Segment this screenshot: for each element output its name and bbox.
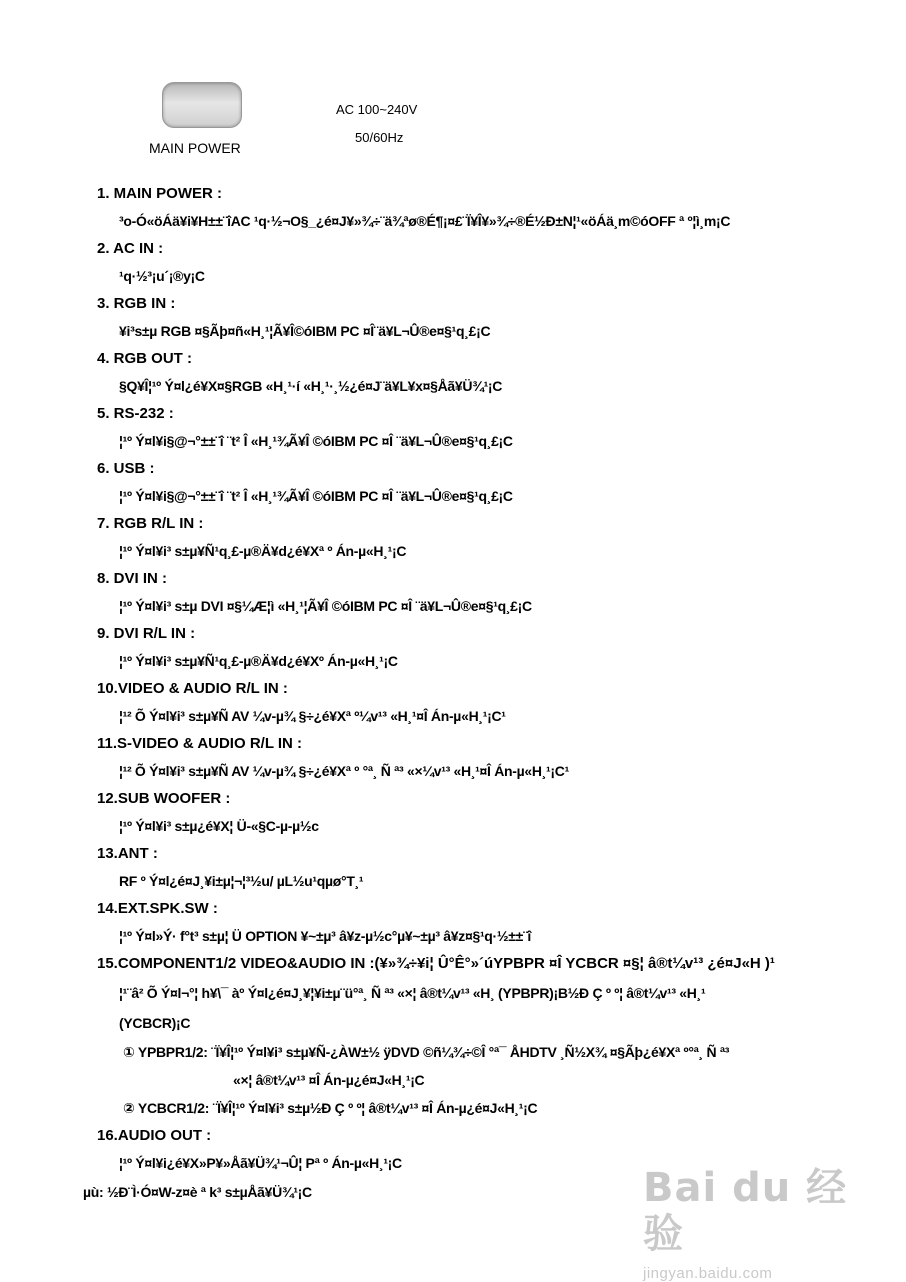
section-heading: 6. USB : <box>97 460 155 477</box>
section-heading: 12.SUB WOOFER : <box>97 790 231 807</box>
section-text: ¦¹º Ý¤l¥i³ s±µ¥Ñ¹q¸£-µ®Ä¥d¿é¥Xº Án-µ«H¸¹¡C <box>119 653 398 669</box>
section-text: ¦¹º Ý¤l¥i³ s±µ¥Ñ¹q¸£-µ®Ä¥d¿é¥Xª º Án-µ«H¸¹¡C <box>119 543 407 559</box>
section-text: ¦¹º Ý¤l¥i¿é¥X»P¥»Åã¥Ü¾¹¬Û¦ Pª º Án-µ«H¸¹¡C <box>119 1155 402 1171</box>
section-heading: 10.VIDEO & AUDIO R/L IN : <box>97 680 288 697</box>
section-heading: 3. RGB IN : <box>97 295 176 312</box>
sub-item-label: YCBCR1/2: <box>137 1100 210 1116</box>
sub-item-ycbcr <box>97 1094 857 1122</box>
section-text: ¦¹º Ý¤l¥i³ s±µ DVI ¤§¼Æ¦ì «H¸¹¦Ã¥Î ©óIBM PC ¤Î ¨ä¥L¬Û®e¤§¹q¸£¡C <box>119 598 532 614</box>
sub-item-text: ¨Ï¥Î¦¹º Ý¤l¥i³ s±µ¥Ñ-¿ÀW±½ ÿDVD ©ñ¼¾÷©Î °ª¯ ÅHDTV ¸Ñ½X¾ ¤§Ãþ¿é¥Xª º°ª¸ Ñ ª³ <box>211 1044 730 1060</box>
section-heading: 7. RGB R/L IN : <box>97 515 204 532</box>
sub-item-text: ¨Ï¥Î¦¹º Ý¤l¥i³ s±µ½Ð Ç º º¦ â®t¼v¹³ ¤Î Án-µ¿é¤J«H¸¹¡C <box>212 1100 538 1116</box>
section-heading: 8. DVI IN : <box>97 570 168 587</box>
section-heading: 2. AC IN : <box>97 240 164 257</box>
section-heading: 15.COMPONENT1/2 VIDEO&AUDIO IN :(¥»¾÷¥i¦ Û°Ê°»´úYPBPR ¤Î YCBCR ¤§¦ â®t¼v¹³ ¿é¤J«H )¹ <box>97 955 775 972</box>
section-text: RF º Ý¤l¿é¤J¸¥i±µ¦¬¦³½u/ µL½u¹qµø°T¸¹ <box>119 873 364 889</box>
section-heading: 16.AUDIO OUT : <box>97 1127 212 1144</box>
section-text: ¦¹º Ý¤l¥i§@¬°±±¨î ¨t² Î «H¸¹¾Ã¥Î ©óIBM PC ¤Î ¨ä¥L¬Û®e¤§¹q¸£¡C <box>119 433 513 449</box>
section-text: ³o-Ó«öÁä¥i¥H±±¨îAC ¹q·½¬O§_¿é¤J¥»¾÷¨ä¾ªø®É¶¡¤£¨Ï¥Î¥»¾÷®É½Ð±N¦¹«öÁä¸m©óOFF ª º¦ì¸m¡C <box>119 213 731 229</box>
main-power-switch-image <box>162 82 242 128</box>
section-text: (YCBCR)¡C <box>119 1015 191 1031</box>
section-text: ¹q·½³¡u´¡®y¡C <box>119 268 205 284</box>
sub-item-text: «×¦ â®t¼v¹³ ¤Î Án-µ¿é¤J«H¸¹¡C <box>233 1072 425 1088</box>
section-heading: 5. RS-232 : <box>97 405 174 422</box>
section-text: ¦¹² Õ Ý¤l¥i³ s±µ¥Ñ AV ¼v-µ¾ §÷¿é¥Xª º¼v¹³ «H¸¹¤Î Án-µ«H¸¹¡C¹ <box>119 708 506 724</box>
section-heading: 13.ANT : <box>97 845 158 862</box>
section-heading: 1. MAIN POWER : <box>97 185 223 202</box>
section-text: ¥i³s±µ RGB ¤§Ãþ¤ñ«H¸¹¦Ã¥Î©óIBM PC ¤Î¨ä¥L¬Û®e¤§¹q¸£¡C <box>119 323 491 339</box>
section-heading: 9. DVI R/L IN : <box>97 625 196 642</box>
main-power-label: MAIN POWER <box>149 140 241 156</box>
footnote: µù: ½Ð¨Ì·Ó¤W-z¤è ª k³ s±µÅã¥Ü¾¹¡C <box>83 1184 312 1200</box>
port-description-list <box>83 180 857 1207</box>
watermark-brand: Bai du 经验 <box>643 1165 848 1257</box>
circled-two-marker: ② <box>123 1100 135 1116</box>
watermark-url: jingyan.baidu.com <box>643 1265 773 1282</box>
ac-voltage-label: AC 100~240V <box>336 102 418 117</box>
ac-frequency-label: 50/60Hz <box>355 130 404 145</box>
watermark-logo <box>643 1165 873 1282</box>
section-text: ¦¹º Ý¤l¥i³ s±µ¿é¥X¦ Ü-«§C-µ-µ½c <box>119 818 319 834</box>
sub-item-label: YPBPR1/2: <box>137 1044 208 1060</box>
section-heading: 4. RGB OUT : <box>97 350 193 367</box>
section-text: ¦¹º Ý¤l»Ý· f°t³ s±µ¦ Ü OPTION ¥~±µ³ â¥z-µ½c°µ¥~±µ³ â¥z¤§¹q·½±±¨î <box>119 928 532 944</box>
sub-item-ypbpr <box>97 1038 857 1066</box>
section-text: §Q¥Î¦¹º Ý¤l¿é¥X¤§RGB «H¸¹·í «H¸¹·¸½¿é¤J¨ä¥L¥x¤§Åã¥Ü¾¹¡C <box>119 378 503 394</box>
section-heading: 11.S-VIDEO & AUDIO R/L IN : <box>97 735 303 752</box>
section-text: ¦¹¨â² Õ Ý¤l¬°¦ h¥\¯ àº Ý¤l¿é¤J¸¥¦¥i±µ¨ü°ª¸ Ñ ª³ «×¦ â®t¼v¹³ «H¸ (YPBPR)¡B½Ð Ç º º¦ â®t¼v¹³ «H¸¹ <box>119 985 706 1001</box>
circled-one-marker: ① <box>123 1044 135 1060</box>
section-heading: 14.EXT.SPK.SW : <box>97 900 218 917</box>
section-text: ¦¹º Ý¤l¥i§@¬°±±¨î ¨t² Î «H¸¹¾Ã¥Î ©óIBM PC ¤Î ¨ä¥L¬Û®e¤§¹q¸£¡C <box>119 488 513 504</box>
section-text: ¦¹² Õ Ý¤l¥i³ s±µ¥Ñ AV ¼v-µ¾ §÷¿é¥Xª º °ª¸ Ñ ª³ «×¼v¹³ «H¸¹¤Î Án-µ«H¸¹¡C¹ <box>119 763 569 779</box>
